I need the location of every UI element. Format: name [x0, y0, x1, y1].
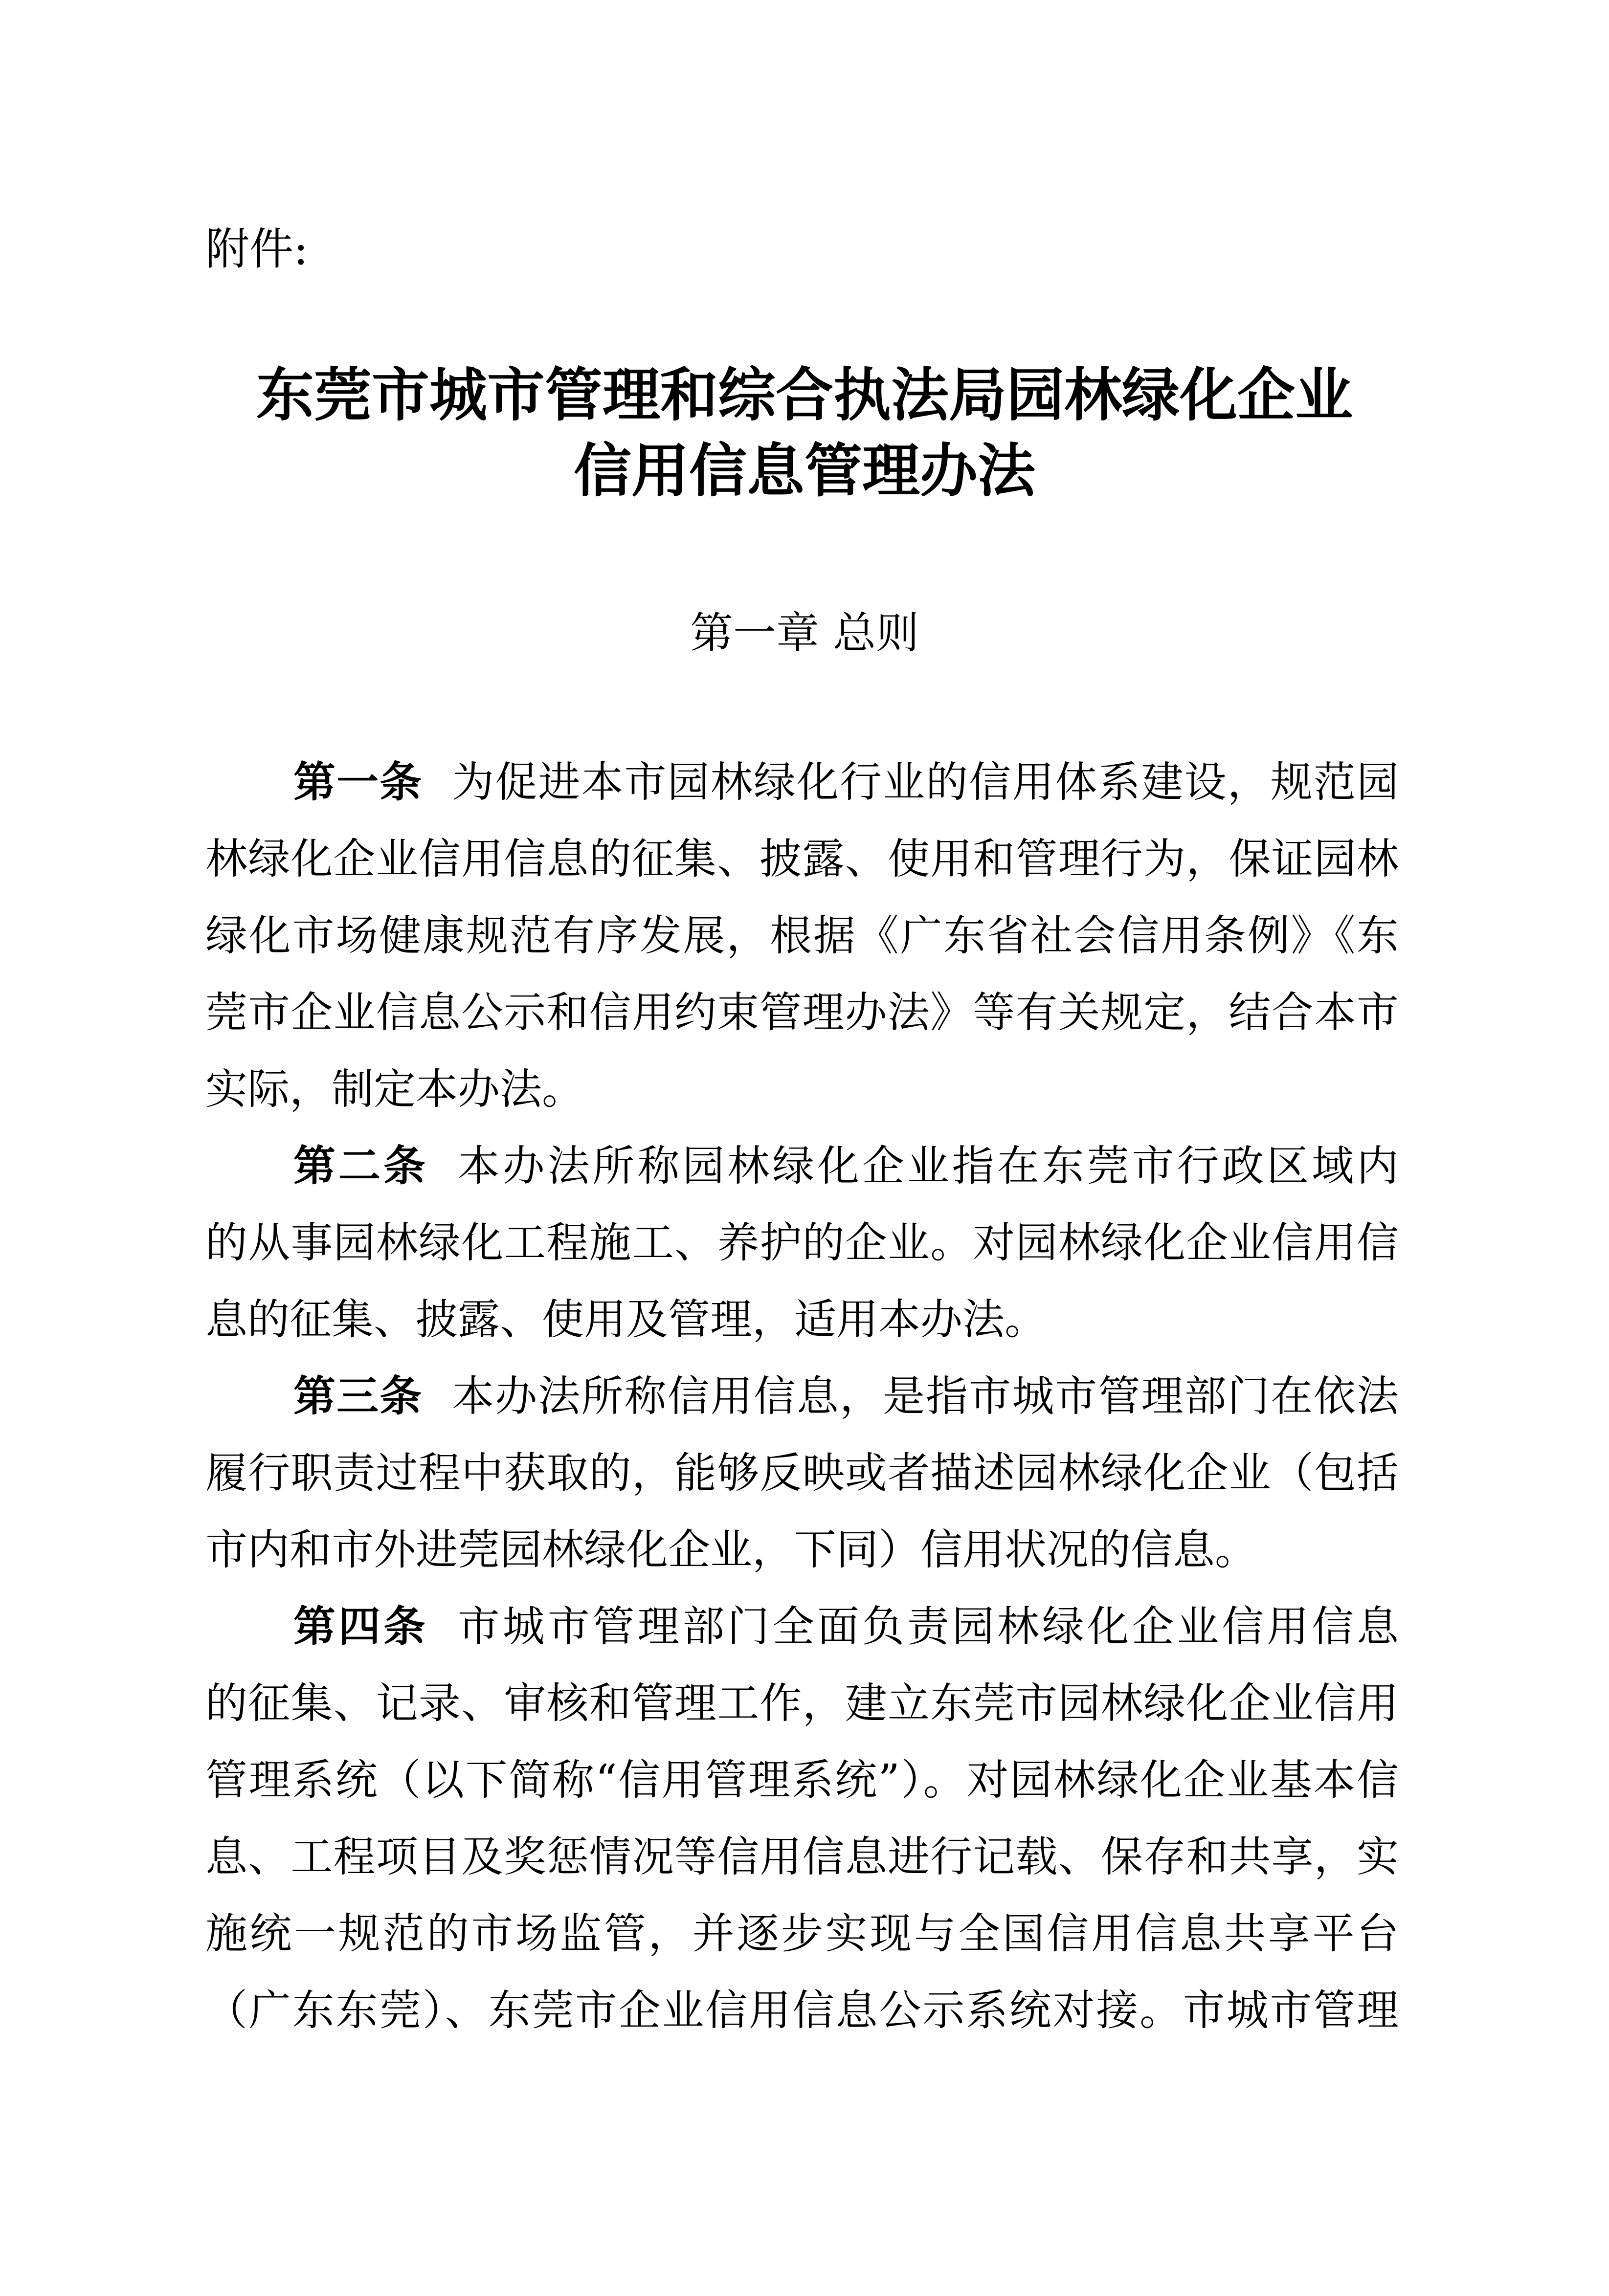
line-text: 管理系统（以下简称“信用管理系统”）。对园林绿化企业基本信: [205, 1756, 1399, 1805]
line-text: 施统一规范的市场监管，并逐步实现与全国信用信息共享平台: [205, 1909, 1399, 1958]
article-number: 第四条: [293, 1602, 428, 1651]
line-text: 林绿化企业信用信息的征集、披露、使用和管理行为，保证园林: [205, 835, 1399, 883]
article-paragraph: [205, 1589, 1399, 2049]
line-text: 为促进本市园林绿化行业的信用体系建设，规范园: [452, 758, 1399, 807]
text-line: [205, 1819, 1399, 1896]
text-line: [205, 1896, 1399, 1972]
line-text: 本办法所称园林绿化企业指在东莞市行政区域内: [457, 1142, 1399, 1191]
text-line: [205, 1742, 1399, 1819]
text-line: [205, 974, 1399, 1051]
article-number: 第三条: [293, 1372, 423, 1421]
text-line: [205, 1665, 1399, 1742]
line-text: 市内和市外进莞园林绿化企业，下同）信用状况的信息。: [205, 1525, 1257, 1574]
document-title: [0, 357, 1609, 508]
text-line: [205, 1205, 1399, 1281]
article-paragraph: [205, 1128, 1399, 1358]
text-line: [205, 1589, 1399, 1665]
text-line: [205, 1358, 1399, 1435]
title-line-2: 信用信息管理办法: [573, 437, 1035, 505]
article-number: 第一条: [293, 758, 423, 807]
line-text: 的征集、记录、审核和管理工作，建立东莞市园林绿化企业信用: [205, 1679, 1399, 1728]
line-text: 实际，制定本办法。: [205, 1065, 584, 1114]
text-line: [205, 1051, 1399, 1128]
line-text: 本办法所称信用信息，是指市城市管理部门在依法: [452, 1372, 1399, 1421]
text-line: [205, 898, 1399, 974]
text-line: [205, 1281, 1399, 1358]
text-line: [205, 1435, 1399, 1512]
text-line: [205, 744, 1399, 821]
attachment-label: 附件:: [205, 223, 309, 275]
article-number: 第二条: [293, 1142, 428, 1191]
article-paragraph: [205, 1358, 1399, 1589]
title-line-1: 东莞市城市管理和综合执法局园林绿化企业: [256, 361, 1353, 429]
article-paragraph: [205, 744, 1399, 1128]
text-line: [205, 1972, 1399, 2049]
line-text: 莞市企业信息公示和信用约束管理办法》等有关规定，结合本市: [205, 988, 1399, 1037]
text-line: [205, 821, 1399, 898]
line-text: 的从事园林绿化工程施工、养护的企业。对园林绿化企业信用信: [205, 1218, 1399, 1267]
text-line: [205, 1128, 1399, 1205]
text-line: [205, 1512, 1399, 1589]
document-body: [205, 744, 1399, 2049]
line-text: 履行职责过程中获取的，能够反映或者描述园林绿化企业（包括: [205, 1449, 1399, 1498]
line-text: 市城市管理部门全面负责园林绿化企业信用信息: [457, 1602, 1399, 1651]
line-text: 息的征集、披露、使用及管理，适用本办法。: [205, 1295, 1047, 1344]
line-text: 息、工程项目及奖惩情况等信用信息进行记载、保存和共享，实: [205, 1832, 1399, 1881]
line-text: （广东东莞）、东莞市企业信用信息公示系统对接。市城市管理: [205, 1986, 1399, 2035]
chapter-heading: 第一章 总则: [690, 608, 919, 658]
line-text: 绿化市场健康规范有序发展，根据《广东省社会信用条例》《东: [205, 911, 1399, 960]
